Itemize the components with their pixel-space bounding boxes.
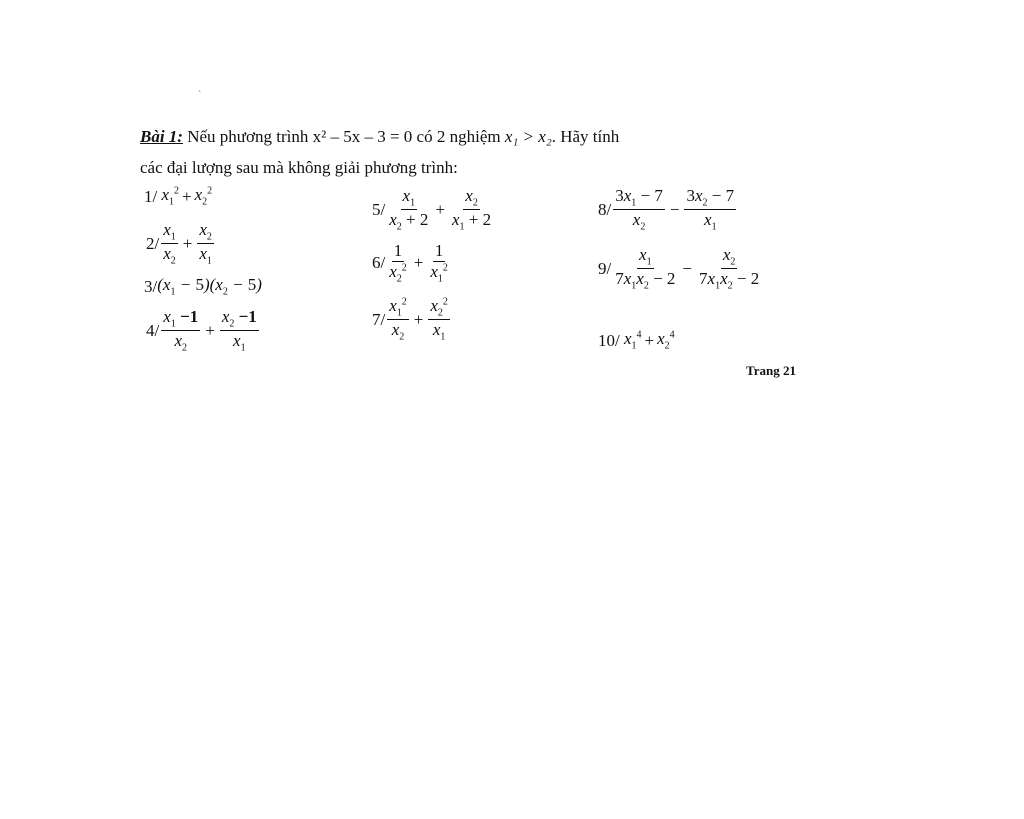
item-4: 4/ $\frac{x_1 -1}{x_2}$ + $\frac{x_2 -1}{x_1}$ [146, 307, 257, 354]
item-number: 5/ [372, 199, 386, 219]
exercise-heading [140, 128, 619, 145]
page-number: Trang 21 [746, 363, 796, 378]
item-number: 3/ [144, 277, 158, 297]
item-3: 3/ $(x_1 - 5)(x_2 - 5)$ [144, 275, 262, 298]
item-number: 1/ [144, 187, 158, 207]
item-2: 2/ $\frac{x_1}{x_2}$ + $\frac{x_2}{x_1}$ [146, 220, 212, 267]
exercise-instruction: các đại lượng sau mà không giải phương trình: [140, 158, 458, 177]
exercise-label: Bài 1: [140, 127, 183, 146]
item-7: 7/ $\frac{x_1^2}{x_2}$ + $\frac{x_2^2}{x_1}$ [372, 296, 448, 343]
item-number: 8/ [598, 199, 612, 219]
item-1: 1/ $x_1^2$ + $x_2^2$ [144, 185, 213, 208]
item-number: 6/ [372, 253, 386, 273]
roots-condition: x₁ > x₂ [504, 127, 552, 146]
item-number: 9/ [598, 258, 612, 278]
item-number: 7/ [372, 309, 386, 329]
item-6: 6/ $\frac{1}{x_2^2}$ + $\frac{1}{x_1^2}$ [372, 241, 448, 284]
item-number: 4/ [146, 320, 160, 340]
statement-end: . Hãy tính [551, 127, 620, 146]
exercise-statement: Nếu phương trình x² – 5x – 3 = 0 có 2 nghiệm [187, 127, 501, 146]
item-number: 10/ [598, 331, 620, 351]
item-number: 2/ [146, 233, 160, 253]
item-8: 8/ $\frac{3x_1 - 7}{x_2}$ − $\frac{3x_2 - 7}{x_1}$ [598, 186, 735, 233]
item-10: 10/ $x_1^4$ + $x_2^4$ [598, 329, 675, 352]
item-9: 9/ $\frac{x_1}{7x_1x_2 - 2}$ − $\frac{x_2}{7x_1x_2 - 2}$ [598, 245, 760, 292]
stray-mark: ˋ [198, 90, 202, 101]
item-5: 5/ $\frac{x_1}{x_2 + 2}$ + $\frac{x_2}{x_1 + 2}$ [372, 186, 492, 233]
